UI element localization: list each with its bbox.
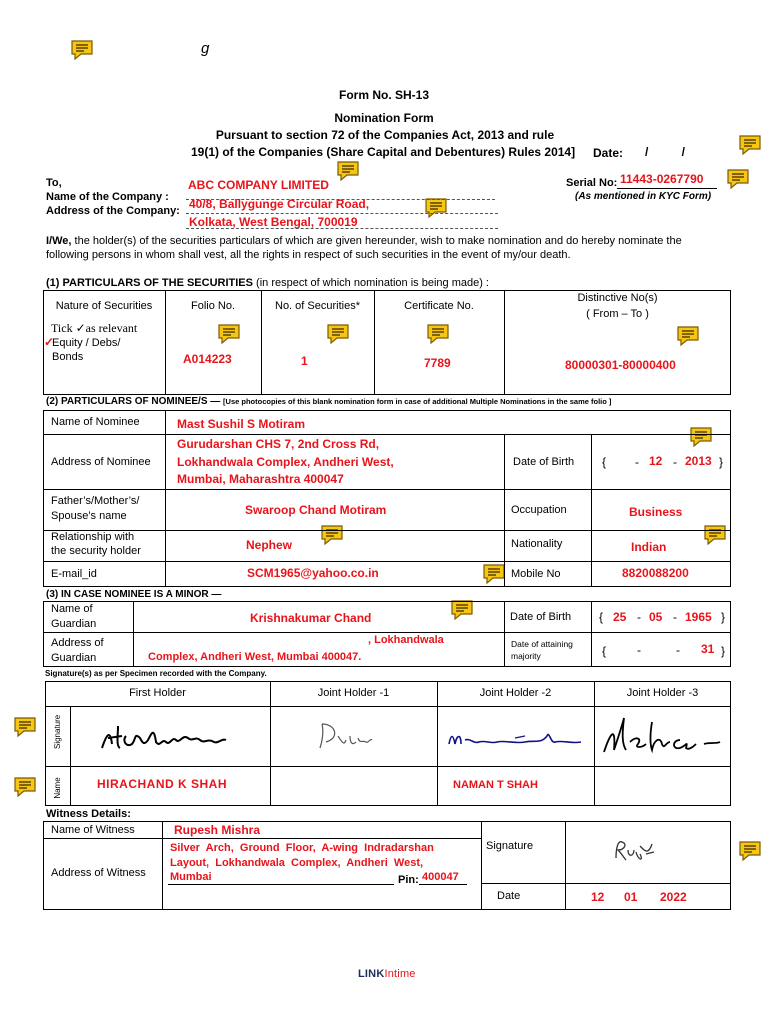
- serial-label: Serial No:: [566, 177, 618, 189]
- section2-title: (2) PARTICULARS OF NOMINEE/S —: [46, 396, 224, 407]
- relationship-label-line2: the security holder: [51, 545, 141, 557]
- witness-name-value[interactable]: Rupesh Mishra: [174, 823, 261, 837]
- majority-brace-open: {: [602, 644, 607, 658]
- comment-note-icon[interactable]: [738, 134, 762, 156]
- witness-name-label: Name of Witness: [51, 824, 135, 836]
- witness-date-month[interactable]: 01: [624, 890, 638, 904]
- comment-note-icon[interactable]: [13, 776, 37, 798]
- witness-address-line1[interactable]: Silver Arch, Ground Floor, A-wing Indradarshan: [170, 842, 434, 854]
- comment-note-icon[interactable]: [70, 39, 94, 61]
- form-subtitle-line1: Pursuant to section 72 of the Companies Act, 2013 and rule: [215, 128, 555, 142]
- pin-label: Pin:: [398, 874, 419, 886]
- majority-label-line1: Date of attaining: [511, 639, 573, 649]
- logo-light-text: Intime: [384, 968, 416, 980]
- handwritten-mark: ɡ: [201, 40, 210, 57]
- guardian-address-line2[interactable]: Complex, Andheri West, Mumbai 400047.: [148, 651, 362, 663]
- father-name-value[interactable]: Swaroop Chand Motiram: [245, 503, 387, 517]
- form-title: Nomination Form: [334, 111, 434, 125]
- section2-heading: [46, 396, 611, 407]
- first-holder-header: First Holder: [129, 687, 186, 699]
- section1-heading: [46, 277, 489, 289]
- joint-holder-2-header: Joint Holder -2: [479, 687, 552, 699]
- comment-note-icon[interactable]: [424, 197, 448, 219]
- joint-holder-2-signature-image: [445, 724, 585, 754]
- nominee-address-line3[interactable]: Mumbai, Maharashtra 400047: [177, 472, 344, 486]
- joint-holder-1-signature-image: [316, 718, 376, 754]
- dob-sep: -: [635, 455, 639, 469]
- relationship-value[interactable]: Nephew: [246, 538, 293, 552]
- nominee-name-value[interactable]: Mast Sushil S Motiram: [177, 417, 306, 431]
- mobile-label: Mobile No: [511, 568, 561, 580]
- guardian-name-value[interactable]: Krishnakumar Chand: [250, 611, 372, 625]
- guardian-address-label-line2: Guardian: [51, 652, 97, 664]
- joint-holder-3-signature-image: [600, 714, 724, 758]
- first-holder-name[interactable]: HIRACHAND K SHAH: [97, 777, 227, 791]
- pin-value[interactable]: 400047: [422, 871, 459, 883]
- occupation-label: Occupation: [511, 504, 567, 516]
- company-address-line2[interactable]: Kolkata, West Bengal, 700019: [189, 215, 358, 229]
- nominee-address-label: Address of Nominee: [51, 456, 151, 468]
- nominee-dob-month[interactable]: 12: [649, 454, 663, 468]
- witness-date-label: Date: [497, 890, 521, 902]
- nationality-label: Nationality: [511, 538, 563, 550]
- guardian-address-line1[interactable]: , Lokhandwala: [368, 634, 444, 646]
- section3-heading: (3) IN CASE NOMINEE IS A MINOR —: [46, 589, 222, 600]
- guardian-dob-label: Date of Birth: [510, 611, 572, 623]
- comment-note-icon[interactable]: [336, 160, 360, 182]
- joint-holder-3-header: Joint Holder -3: [626, 687, 699, 699]
- col-certificate-header: Certificate No.: [404, 300, 474, 312]
- company-address-label: Address of the Company:: [46, 205, 180, 217]
- majority-label-line2: majority: [511, 651, 541, 661]
- col-distinctive-header: Distinctive No(s): [577, 292, 658, 304]
- signature-note: Signature(s) as per Specimen recorded with the Company.: [45, 669, 267, 678]
- company-name-value[interactable]: ABC COMPANY LIMITED: [188, 178, 329, 192]
- email-label: E-mail_id: [51, 568, 97, 580]
- serial-value[interactable]: 11443-0267790: [620, 172, 704, 186]
- dob-sep: -: [673, 455, 677, 469]
- dob-brace-open: {: [599, 610, 604, 624]
- date-value: / /: [645, 145, 686, 159]
- dob-brace-close: }: [719, 455, 724, 469]
- checkbox-tick-icon[interactable]: ✓: [44, 335, 55, 349]
- comment-note-icon[interactable]: [738, 840, 762, 862]
- dob-brace-close: }: [721, 610, 726, 624]
- guardian-address-label-line1: Address of: [51, 637, 104, 649]
- father-label-line2: Spouse’s name: [51, 510, 127, 522]
- guardian-label-line2: Guardian: [51, 618, 97, 630]
- dob-sep: -: [673, 610, 677, 624]
- section1-title: (1) PARTICULARS OF THE SECURITIES: [46, 277, 253, 289]
- guardian-dob-day[interactable]: 25: [613, 610, 627, 624]
- link-intime-logo: [358, 968, 416, 980]
- col-nature-header: Nature of Securities: [55, 300, 153, 312]
- first-holder-signature-image: [96, 718, 232, 758]
- signature-row-label: Signature: [53, 714, 62, 749]
- to-label: To,: [46, 177, 62, 189]
- col-folio-header: Folio No.: [190, 300, 236, 312]
- nominee-dob-year[interactable]: 2013: [685, 454, 712, 468]
- dob-sep: -: [637, 610, 641, 624]
- intro-lead: I/We,: [46, 235, 72, 247]
- nationality-value[interactable]: Indian: [631, 540, 667, 554]
- col-securities-header: No. of Securities*: [275, 300, 360, 312]
- distinctive-value[interactable]: 80000301-80000400: [565, 358, 676, 372]
- comment-note-icon[interactable]: [13, 716, 37, 738]
- folio-value[interactable]: A014223: [183, 352, 232, 366]
- nominee-dob-label: Date of Birth: [513, 456, 575, 468]
- name-row-label: Name: [53, 777, 62, 799]
- section1-subtitle: (in respect of which nomination is being made) :: [252, 277, 489, 289]
- company-address-line1[interactable]: 40/8, Ballygunge Circular Road,: [189, 197, 370, 211]
- dob-brace-open: {: [602, 455, 607, 469]
- nature-value-line2: Bonds: [52, 351, 84, 363]
- father-label-line1: Father’s/Mother’s/: [51, 495, 140, 507]
- witness-date-year[interactable]: 2022: [660, 890, 687, 904]
- tick-note: Tick ✓as relevant: [51, 321, 138, 335]
- email-value[interactable]: SCM1965@yahoo.co.in: [247, 566, 379, 580]
- dob-sep: -: [637, 643, 641, 657]
- witness-address-label: Address of Witness: [51, 867, 146, 879]
- witness-signature-label: Signature: [486, 840, 534, 852]
- logo-bold-text: LINK: [358, 968, 385, 980]
- section2-note: [Use photocopies of this blank nomination form in case of additional Multiple Nominations in the same folio ]: [223, 397, 612, 406]
- relationship-label-line1: Relationship with: [51, 531, 135, 543]
- certificate-value[interactable]: 7789: [424, 356, 451, 370]
- witness-address-line2[interactable]: Layout, Lokhandwala Complex, Andheri West,: [170, 857, 424, 869]
- intro-text-line1: the holder(s) of the securities particulars of which are given hereunder, wish to make nomination and do hereby nominate the: [71, 235, 682, 247]
- dob-sep: -: [676, 643, 680, 657]
- majority-year[interactable]: 31: [701, 642, 715, 656]
- majority-brace-close: }: [721, 644, 726, 658]
- guardian-dob-year[interactable]: 1965: [685, 610, 712, 624]
- nominee-address-line2[interactable]: Lokhandwala Complex, Andheri West,: [177, 455, 394, 469]
- comment-note-icon[interactable]: [726, 168, 750, 190]
- securities-count-value[interactable]: 1: [301, 354, 308, 368]
- col-distinctive-subheader: ( From – To ): [586, 308, 649, 320]
- intro-text-line2: following persons in whom shall vest, all the rights in respect of such securities in the event of my/our death.: [46, 249, 571, 261]
- guardian-label-line1: Name of: [51, 603, 93, 615]
- guardian-dob-month[interactable]: 05: [649, 610, 663, 624]
- nominee-name-label: Name of Nominee: [51, 416, 140, 428]
- company-name-label: Name of the Company :: [46, 191, 169, 203]
- witness-address-line3[interactable]: Mumbai: [170, 871, 212, 883]
- date-label: Date:: [593, 146, 624, 160]
- form-subtitle-line2: 19(1) of the Companies (Share Capital and Debentures) Rules 2014]: [191, 145, 576, 159]
- mobile-value[interactable]: 8820088200: [622, 566, 689, 580]
- witness-heading: Witness Details:: [46, 808, 131, 820]
- witness-date-day[interactable]: 12: [591, 890, 605, 904]
- form-number: Form No. SH-13: [338, 88, 429, 102]
- joint-holder-1-header: Joint Holder -1: [317, 687, 390, 699]
- joint-holder-2-name[interactable]: NAMAN T SHAH: [453, 779, 538, 791]
- nominee-address-line1[interactable]: Gurudarshan CHS 7, 2nd Cross Rd,: [177, 437, 380, 451]
- witness-signature-image: [610, 836, 658, 864]
- nature-value-line1: Equity / Debs/: [52, 337, 121, 349]
- intro-paragraph: [46, 234, 736, 262]
- kyc-note: (As mentioned in KYC Form): [575, 191, 712, 202]
- occupation-value[interactable]: Business: [629, 505, 683, 519]
